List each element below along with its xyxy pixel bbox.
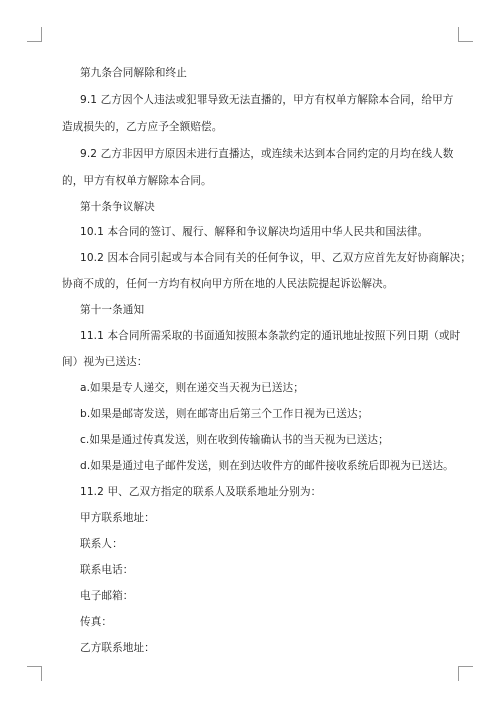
list-item: c.如果是通过传真发送，则在收到传输确认书的当天视为已送达； <box>80 434 389 446</box>
paragraph-line: 10.2 因本合同引起或与本合同有关的任何争议，甲、乙双方应首先友好协商解决； <box>80 252 472 264</box>
contact-field-label: 传真： <box>80 616 113 628</box>
contact-field-label: 乙方联系地址： <box>80 642 155 654</box>
contact-field-label: 联系电话： <box>80 564 134 576</box>
paragraph-line: 9.1 乙方因个人违法或犯罪导致无法直播的，甲方有权单方解除本合同，给甲方 <box>80 94 454 106</box>
paragraph-line: 协商不成的，任何一方均有权向甲方所在地的人民法院提起诉讼解决。 <box>62 278 394 290</box>
crop-mark-top-right <box>458 27 473 42</box>
crop-mark-bottom-right <box>458 666 473 681</box>
paragraph-line: 造成损失的，乙方应予全额赔偿。 <box>62 121 223 133</box>
paragraph-line: 11.1 本合同所需采取的书面通知按照本条款约定的通讯地址按照下列日期（或时 <box>80 330 461 342</box>
crop-mark-top-left <box>27 27 42 42</box>
paragraph-line: 11.2 甲、乙双方指定的联系人及联系地址分别为： <box>80 486 322 498</box>
list-item: d.如果是通过电子邮件发送，则在到达收件方的邮件接收系统后即视为已送达。 <box>80 460 454 472</box>
paragraph-line: 间）视为已送达： <box>62 356 148 368</box>
paragraph-line: 10.1 本合同的签订、履行、解释和争议解决均适用中华人民共和国法律。 <box>80 226 429 238</box>
paragraph-line: 的，甲方有权单方解除本合同。 <box>62 175 212 187</box>
section-heading-9: 第九条合同解除和终止 <box>80 67 187 79</box>
section-heading-10: 第十条争议解决 <box>80 201 155 213</box>
paragraph-line: 9.2 乙方非因甲方原因未进行直播达，或连续未达到本合同约定的月均在线人数 <box>80 148 454 160</box>
crop-mark-bottom-left <box>27 666 42 681</box>
contact-field-label: 电子邮箱： <box>80 590 134 602</box>
section-heading-11: 第十一条通知 <box>80 304 145 316</box>
list-item: b.如果是邮寄发送，则在邮寄出后第三个工作日视为已送达； <box>80 408 369 420</box>
list-item: a.如果是专人递交，则在递交当天视为已送达； <box>80 382 304 394</box>
contact-field-label: 联系人： <box>80 538 123 550</box>
contact-field-label: 甲方联系地址： <box>80 512 155 524</box>
